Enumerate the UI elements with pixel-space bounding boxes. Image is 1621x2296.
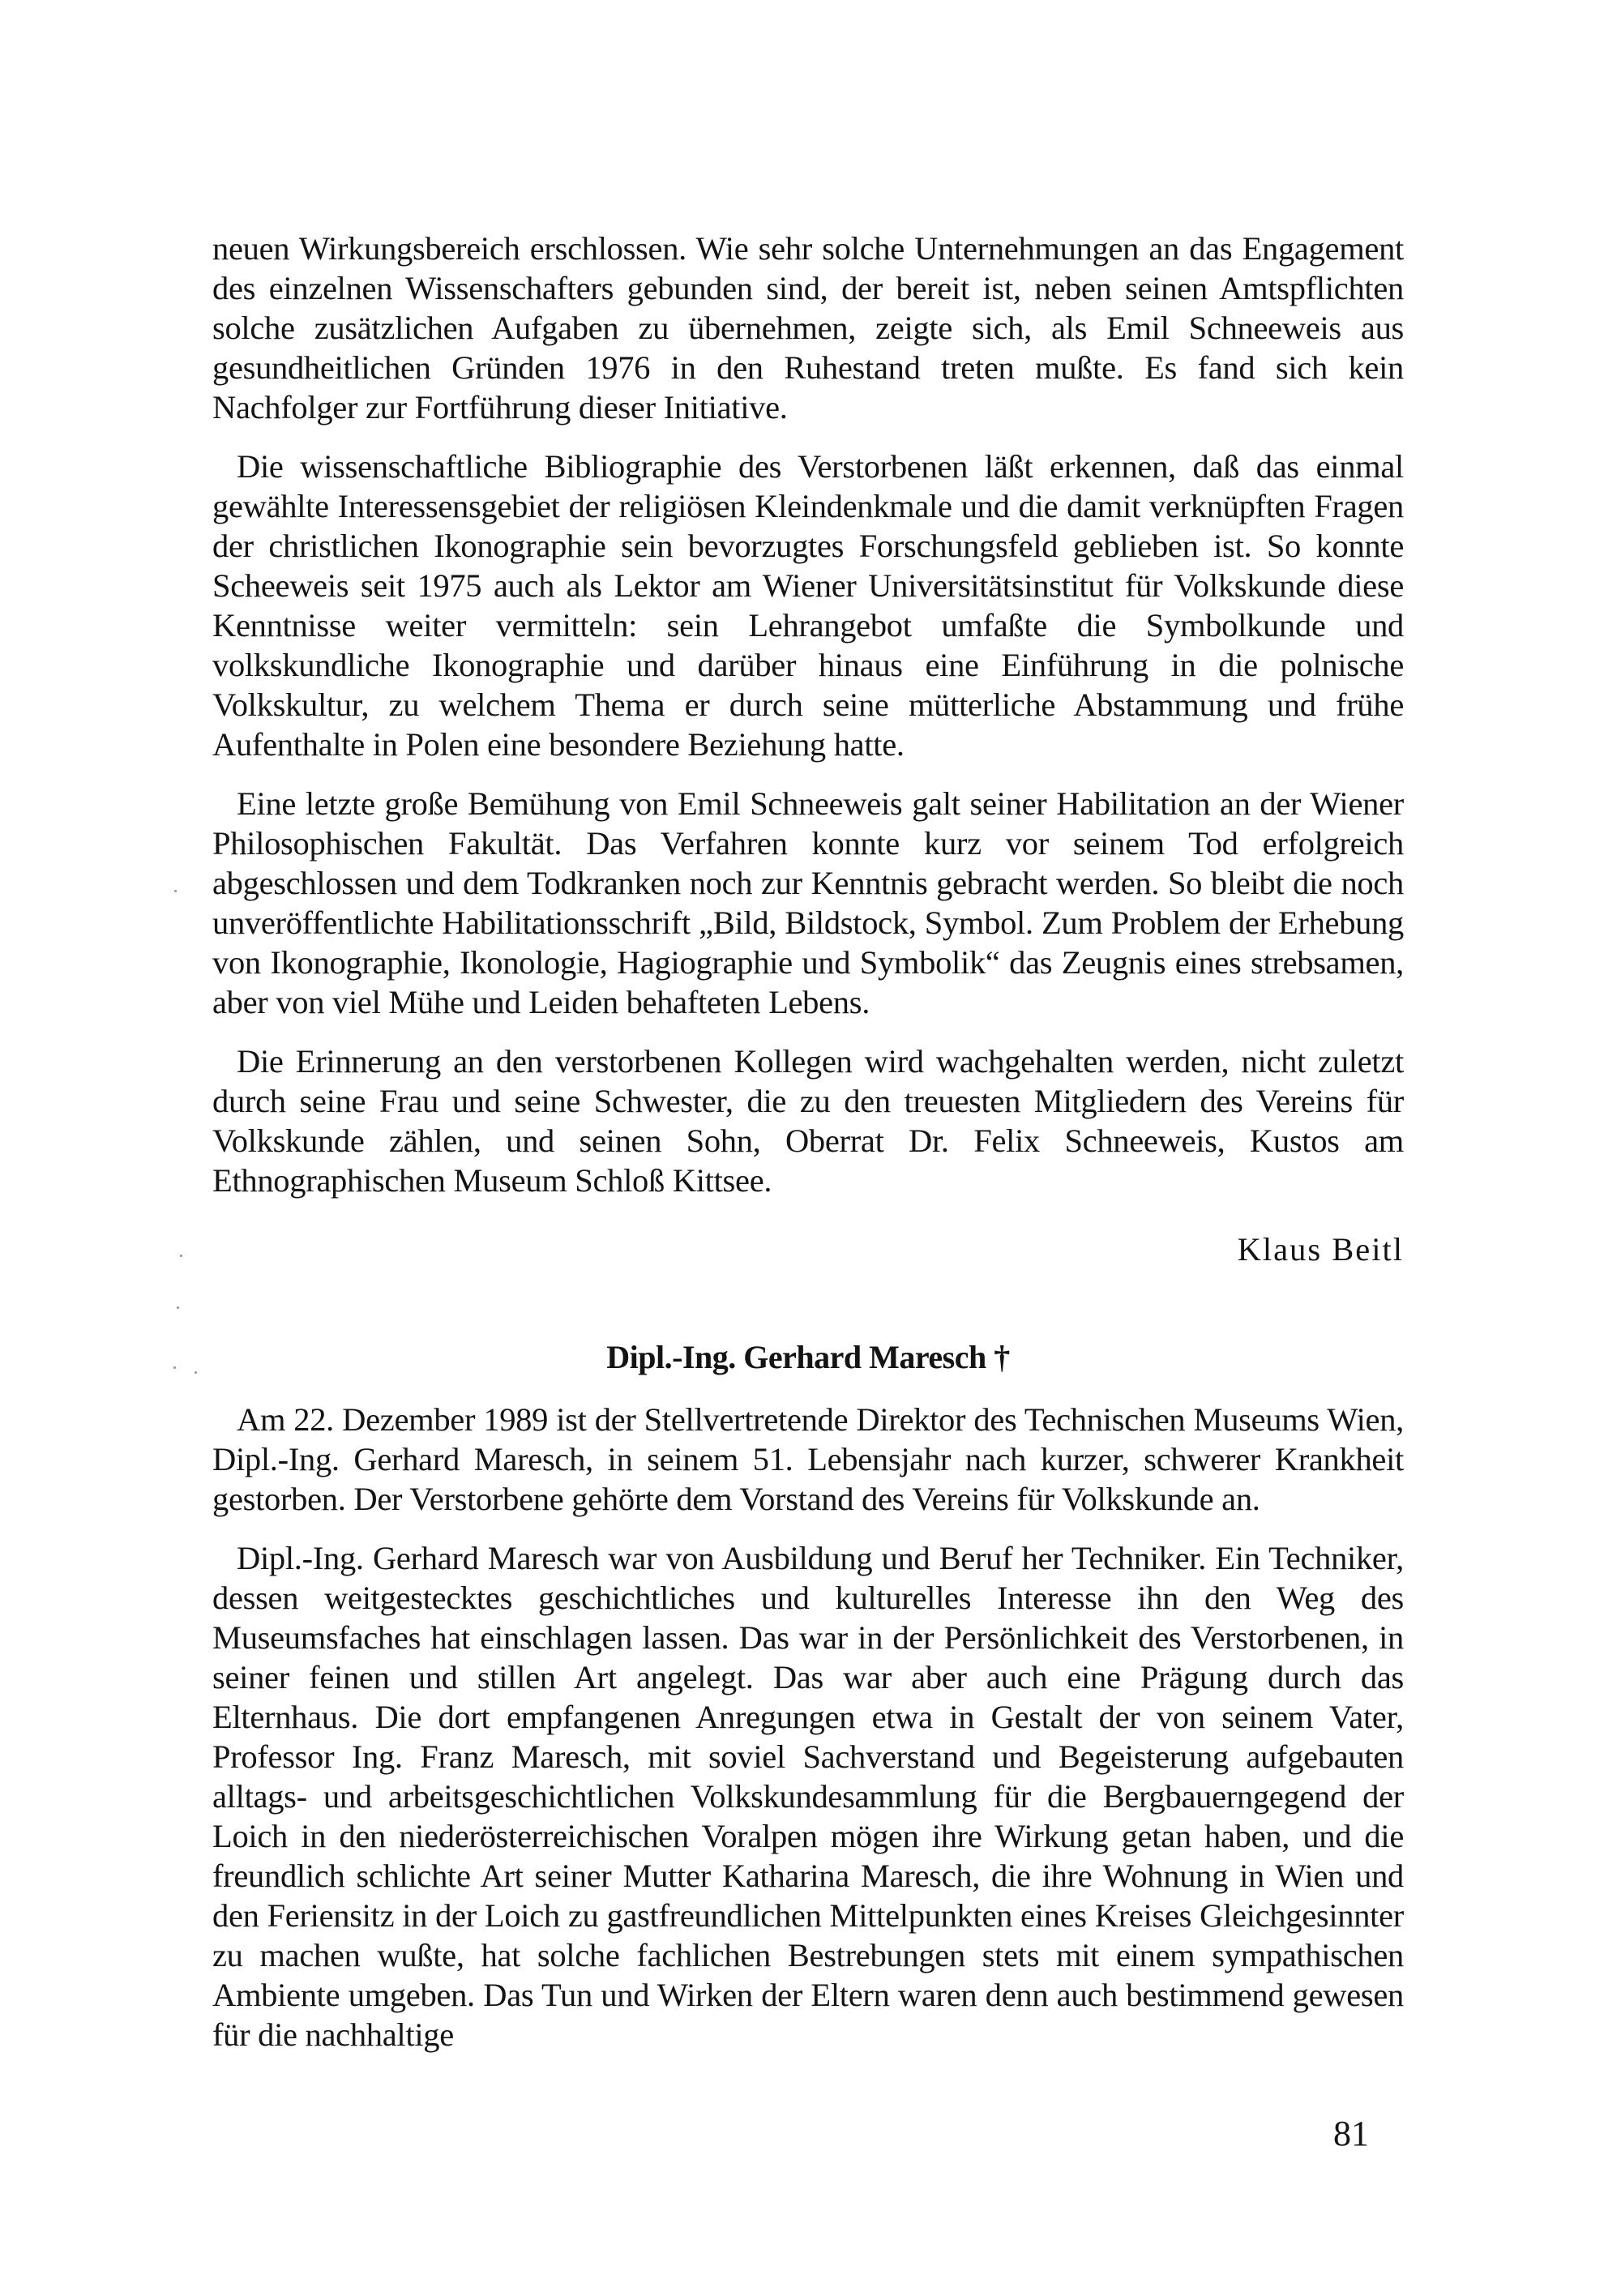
paragraph-continuation: neuen Wirkungsbereich erschlossen. Wie sehr solche Unternehmungen an das Engagement des einzelnen Wissenschafters gebunden sind, der bereit ist, neben seinen Amtspflichten solche zusätzlichen Aufgaben zu übernehmen, zeigte sich, als Emil Schneeweis aus gesundheitlichen Gründen 1976 in den Ruhestand treten mußte. Es fand sich kein Nachfolger zur Fortführung dieser Initiative. xyxy=(212,230,1404,425)
document-page xyxy=(212,229,1404,2074)
paragraph-habilitation: Eine letzte große Bemühung von Emil Schneeweis galt seiner Habilitation an der Wiener Philosophischen Fakultät. Das Verfahren konnte kurz vor seinem Tod erfolgreich abgeschlossen und dem Todkranken noch zur Kenntnis gebracht werden. So bleibt die noch unveröffentlichte Habilitationsschrift „Bild, Bildstock, Symbol. Zum Problem der Erhebung von Ikonographie, Ikonologie, Hagiographie und Symbolik“ das Zeugnis eines strebsamen, aber von viel Mühe und Leiden behafteten Lebens. xyxy=(212,785,1404,1020)
paragraph-bibliography: Die wissenschaftliche Bibliographie des Verstorbenen läßt erkennen, daß das einmal gewählte Interessensgebiet der religiösen Kleindenkmale und die damit verknüpften Fragen der christlichen Ikonographie sein bevorzugtes Forschungsfeld geblieben ist. So konnte Scheeweis seit 1975 auch als Lektor am Wiener Universitätsinstitut für Volkskunde diese Kenntnisse weiter vermitteln: sein Lehrangebot umfaßte die Symbolkunde und volkskundliche Ikonographie und darüber hinaus eine Einführung in die polnische Volkskultur, zu welchem Thema er durch seine mütterliche Abstammung und frühe Aufenthalte in Polen eine besondere Beziehung hatte. xyxy=(212,448,1404,763)
scan-artifact xyxy=(174,890,177,892)
paragraph-biography: Dipl.-Ing. Gerhard Maresch war von Ausbildung und Beruf her Techniker. Ein Techniker, dessen weitgestecktes geschichtliches und kulturelles Interesse ihn den Weg des Museumsfaches hat einschlagen lassen. Das war in der Persönlichkeit des Verstorbenen, in seiner feinen und stillen Art angelegt. Das war aber auch eine Prägung durch das Elternhaus. Die dort empfangenen Anregungen etwa in Gestalt der von seinem Vater, Professor Ing. Franz Maresch, mit soviel Sachverstand und Begeisterung aufgebauten alltags- und arbeitsgeschichtlichen Volkskundesammlung für die Bergbauerngegend der Loich in den niederösterreichischen Voralpen mögen ihre Wirkung getan haben, und die freundlich schlichte Art seiner Mutter Katharina Maresch, die ihre Wohnung in Wien und den Feriensitz in der Loich zu gastfreundlichen Mittelpunkten eines Kreises Gleichgesinnter zu machen wußte, hat solche fachlichen Bestrebungen stets mit einem sympathischen Ambiente umgeben. Das Tun und Wirken der Eltern waren denn auch bestimmend gewesen für die nachhaltige xyxy=(212,1540,1404,2053)
page-number: 81 xyxy=(1333,2114,1369,2153)
paragraph-remembrance: Die Erinnerung an den verstorbenen Kollegen wird wachgehalten werden, nicht zuletzt durch seine Frau und seine Schwester, die zu den treuesten Mitgliedern des Vereins für Volkskunde zählen, und seinen Sohn, Oberrat Dr. Felix Schneeweis, Kustos am Ethnographischen Museum Schloß Kittsee. xyxy=(212,1043,1404,1199)
obituary-heading: Dipl.-Ing. Gerhard Maresch † xyxy=(606,1339,1010,1375)
scan-artifact xyxy=(195,1371,197,1374)
scan-artifact xyxy=(177,1306,179,1309)
scan-artifact xyxy=(173,1366,176,1369)
author-signature: Klaus Beitl xyxy=(1237,1231,1404,1268)
scan-artifact xyxy=(180,1255,182,1257)
paragraph-death-notice: Am 22. Dezember 1989 ist der Stellvertretende Direktor des Technischen Museums Wien, Dipl.-Ing. Gerhard Maresch, in seinem 51. Lebensjahr nach kurzer, schwerer Krankheit gestorben. Der Verstorbene gehörte dem Vorstand des Vereins für Volkskunde an. xyxy=(212,1401,1404,1517)
